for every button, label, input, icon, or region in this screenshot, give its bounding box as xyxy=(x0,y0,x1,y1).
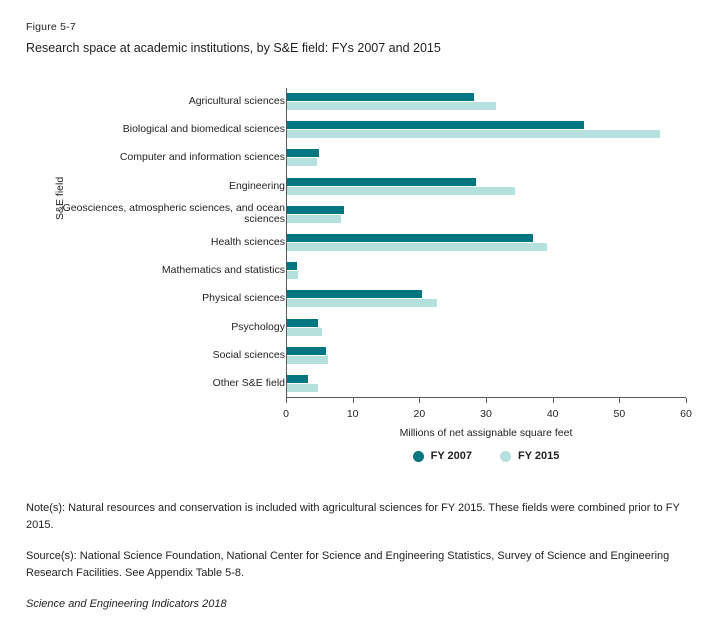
chart-category-row xyxy=(212,342,686,370)
chart-category-row xyxy=(122,116,686,144)
note-text: Note(s): Natural resources and conservation is included with agricultural sciences for FY 2015. These fields were combined prior to FY 2015. xyxy=(26,502,680,531)
chart-category-row xyxy=(210,229,686,257)
legend-label: FY 2007 xyxy=(430,450,472,462)
plot-area xyxy=(62,88,692,439)
bar-fy2007 xyxy=(287,93,474,101)
category-label: Physical sciences xyxy=(202,292,285,305)
bar-fy2015 xyxy=(287,158,317,166)
bar-fy2015 xyxy=(287,271,298,279)
page-title: Research space at academic institutions, by S&E field: FYs 2007 and 2015 xyxy=(26,41,441,55)
x-axis-tick xyxy=(686,398,687,403)
figure-number: Figure 5-7 xyxy=(26,21,76,33)
legend-swatch-icon xyxy=(413,451,424,462)
chart-category-row xyxy=(188,88,686,116)
x-axis-title: Millions of net assignable square feet xyxy=(399,427,573,439)
bar-fy2007 xyxy=(287,149,319,157)
bar-fy2007 xyxy=(287,121,584,129)
chart-legend xyxy=(286,450,686,462)
chart-category-row xyxy=(202,285,686,313)
bar-fy2015 xyxy=(287,215,341,223)
category-label: Mathematics and statistics xyxy=(161,264,285,277)
x-axis-tick-label: 50 xyxy=(613,408,626,420)
bar-fy2007 xyxy=(287,234,533,242)
category-label: Health sciences xyxy=(210,235,285,248)
bar-fy2007 xyxy=(287,290,422,298)
x-axis-tick xyxy=(419,398,420,403)
category-label: Agricultural sciences xyxy=(188,95,285,108)
category-label: Other S&E field xyxy=(212,376,285,389)
legend-swatch-icon xyxy=(500,451,511,462)
x-axis-tick xyxy=(486,398,487,403)
x-axis-tick xyxy=(353,398,354,403)
bar-fy2007 xyxy=(287,178,476,186)
x-axis-tick-label: 20 xyxy=(413,408,426,420)
bar-fy2015 xyxy=(287,328,322,336)
bar-fy2015 xyxy=(287,356,328,364)
bar-fy2015 xyxy=(287,243,547,251)
bar-fy2007 xyxy=(287,347,326,355)
legend-item-fy2015 xyxy=(500,450,559,462)
category-label: Engineering xyxy=(228,179,285,192)
category-label: Biological and biomedical sciences xyxy=(122,123,285,136)
chart-container xyxy=(26,70,698,480)
bar-fy2007 xyxy=(287,375,308,383)
y-axis-title: S&E field xyxy=(54,176,66,220)
x-axis-tick xyxy=(286,398,287,403)
category-label: Psychology xyxy=(231,320,285,333)
legend-item-fy2007 xyxy=(413,450,472,462)
bar-fy2007 xyxy=(287,319,318,327)
bar-fy2015 xyxy=(287,384,318,392)
chart-category-row xyxy=(212,370,686,398)
bar-fy2015 xyxy=(287,187,515,195)
bar-fy2015 xyxy=(287,130,660,138)
indicators-text: Science and Engineering Indicators 2018 xyxy=(26,598,227,610)
category-label: Computer and information sciences xyxy=(119,151,285,164)
chart-category-row xyxy=(231,313,686,341)
x-axis-tick-label: 30 xyxy=(480,408,492,420)
notes-block xyxy=(26,500,686,628)
x-axis-tick-label: 60 xyxy=(680,408,692,420)
x-axis-tick xyxy=(553,398,554,403)
source-text: Source(s): National Science Foundation, National Center for Science and Engineering Statistics, Survey of Science and Engineering Research Facilities. See Appendix Table 5-8. xyxy=(26,550,670,579)
chart-category-row xyxy=(228,173,686,201)
category-label: Social sciences xyxy=(212,348,285,361)
x-axis-tick-label: 40 xyxy=(546,408,559,420)
bar-fy2015 xyxy=(287,102,496,110)
chart-category-row xyxy=(119,144,686,172)
legend-label: FY 2015 xyxy=(518,450,560,462)
x-axis-tick-label: 10 xyxy=(346,408,359,420)
chart-category-row xyxy=(161,257,686,285)
x-axis-tick-label: 0 xyxy=(283,408,289,420)
chart-category-row xyxy=(62,201,686,229)
bar-fy2015 xyxy=(287,299,437,307)
x-axis-tick xyxy=(619,398,620,403)
bar-fy2007 xyxy=(287,206,344,214)
category-label: Geosciences, atmospheric sciences, and ocean sciences xyxy=(62,201,285,226)
bar-fy2007 xyxy=(287,262,297,270)
